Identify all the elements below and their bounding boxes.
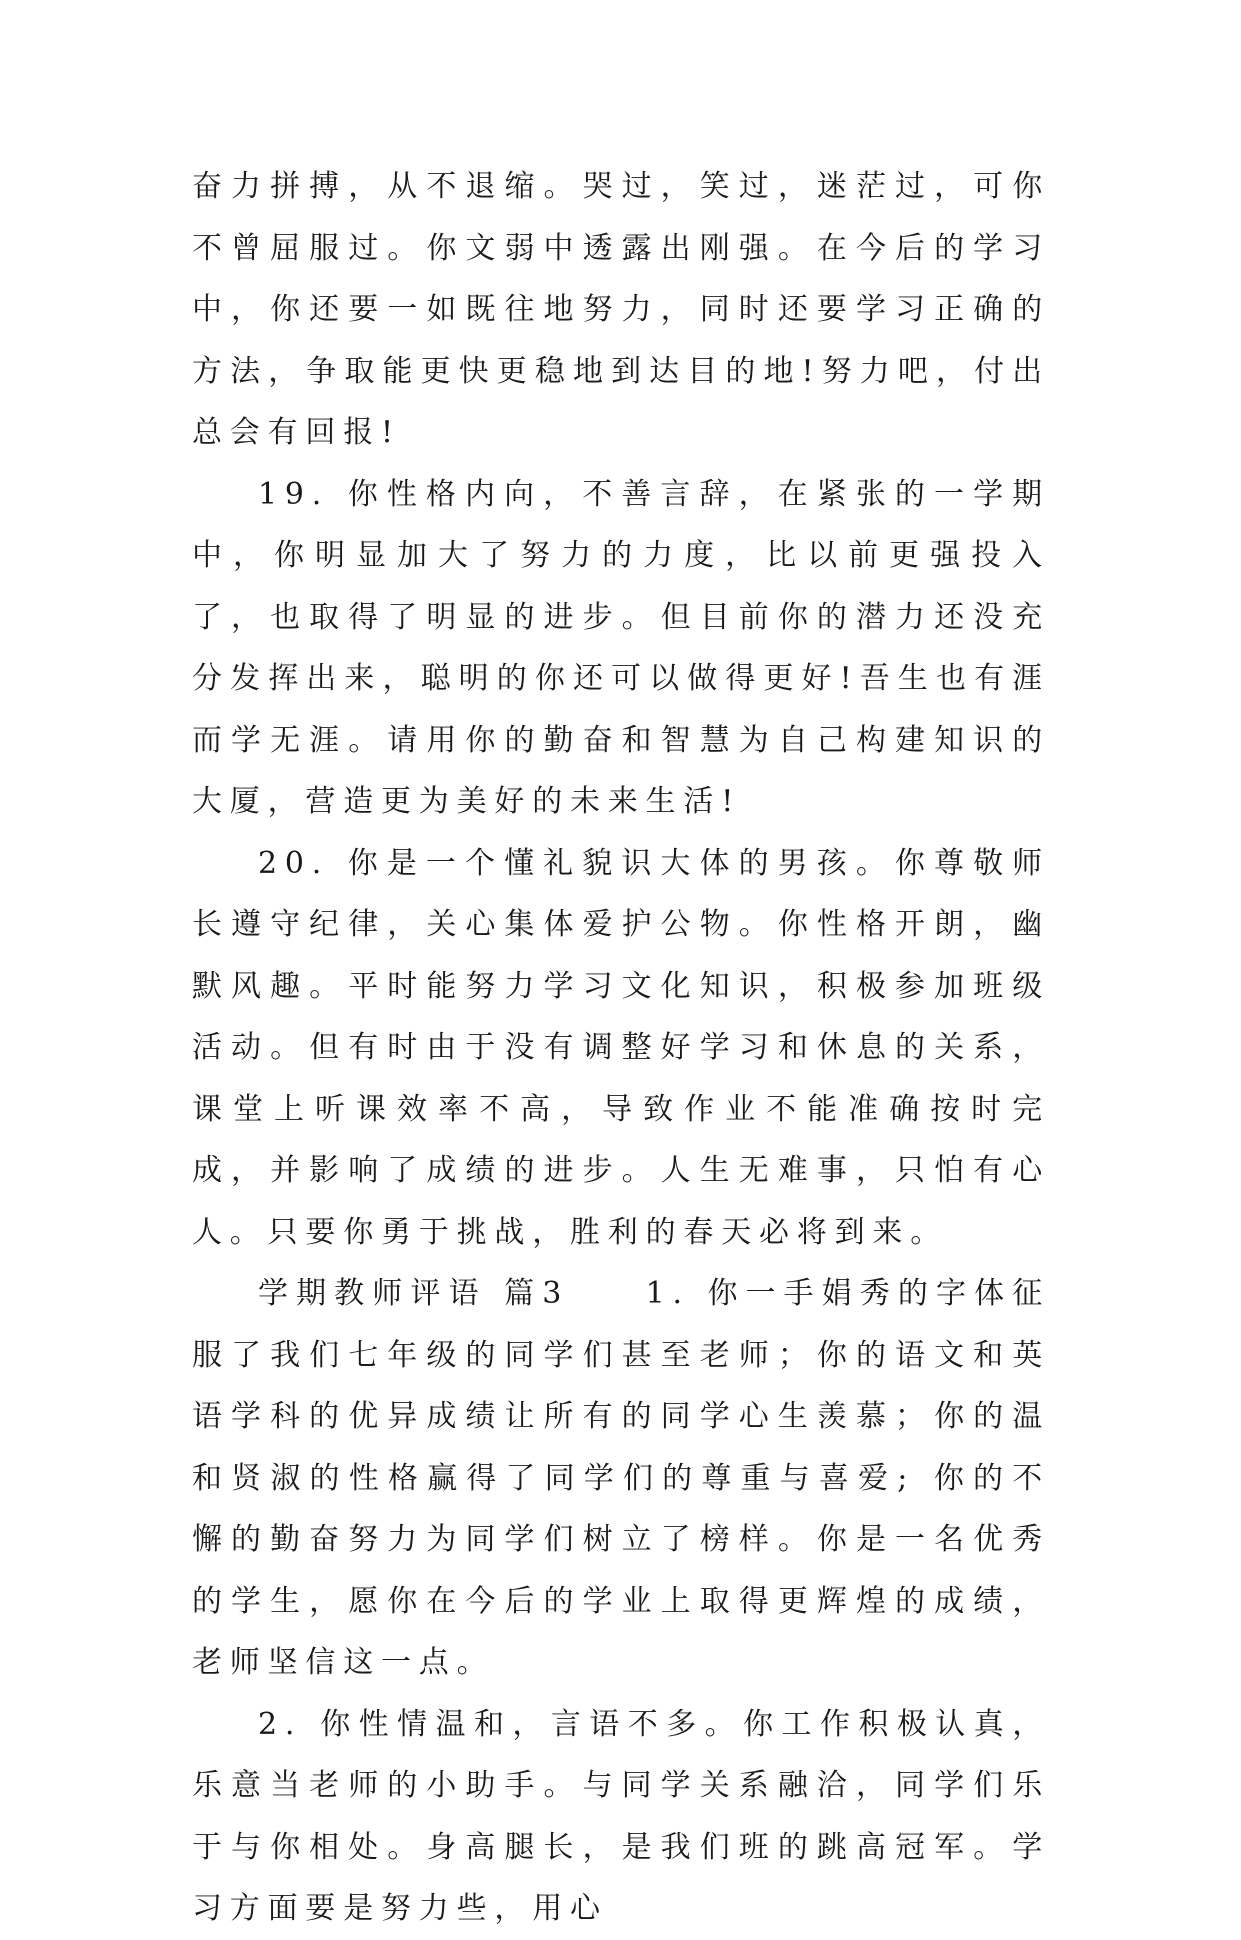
paragraph-comment-19: 19. 你性格内向，不善言辞，在紧张的一学期中，你明显加大了努力的力度，比以前更强投入了，也取得了明显的进步。但目前你的潜力还没充分发挥出来，聪明的你还可以做得更好!吾生也有涯而学无涯。请用你的勤奋和智慧为自己构建知识的大厦，营造更为美好的未来生活! (192, 476, 1050, 819)
paragraph-comment-2: 2. 你性情温和，言语不多。你工作积极认真，乐意当老师的小助手。与同学关系融洽，同学们乐于与你相处。身高腿长，是我们班的跳高冠军。学习方面要是努力些，用心 (192, 1706, 1050, 1926)
paragraph-section-3-comment-1: 学期教师评语 篇3 1. 你一手娟秀的字体征服了我们七年级的同学们甚至老师；你的语文和英语学科的优异成绩让所有的同学心生羡慕；你的温和贤淑的性格赢得了同学们的尊重与喜爱; 你的不懈的勤奋努力为同学们树立了榜样。你是一名优秀的学生，愿你在今后的学业上取得更辉煌的成绩，老师坚信这一点。 (192, 1276, 1050, 1680)
paragraph-continuation: 奋力拼搏，从不退缩。哭过，笑过，迷茫过，可你不曾屈服过。你文弱中透露出刚强。在今后的学习中，你还要一如既往地努力，同时还要学习正确的方法，争取能更快更稳地到达目的地!努力吧，付出总会有回报! (192, 169, 1050, 450)
paragraph-comment-20: 20. 你是一个懂礼貌识大体的男孩。你尊敬师长遵守纪律，关心集体爱护公物。你性格开朗，幽默风趣。平时能努力学习文化知识，积极参加班级活动。但有时由于没有调整好学习和休息的关系，课堂上听课效率不高，导致作业不能准确按时完成，并影响了成绩的进步。人生无难事，只怕有心人。只要你勇于挑战，胜利的春天必将到来。 (192, 845, 1050, 1250)
document-body (192, 156, 1050, 1940)
